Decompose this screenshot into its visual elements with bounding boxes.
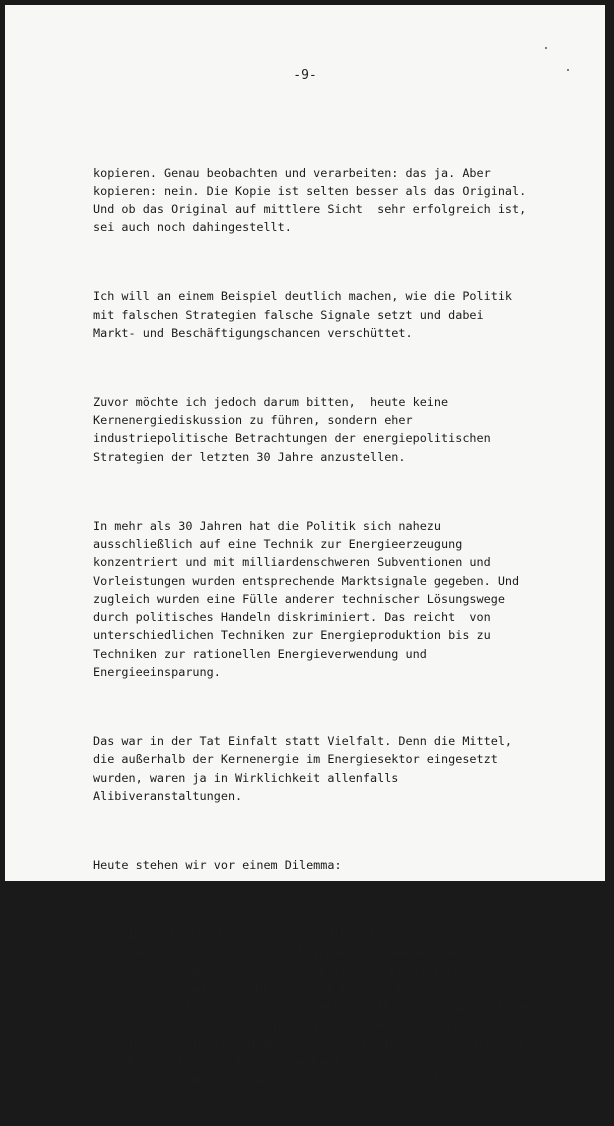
paragraph-5: Das war in der Tat Einfalt statt Vielfalt. Denn die Mittel, die außerhalb der Kernenergie im Energiesektor eingesetzt wurden, waren ja in Wirklichkeit allenfalls Alibiveranstaltungen. bbox=[93, 733, 513, 803]
list-item-number: 1. bbox=[93, 926, 108, 941]
document-page bbox=[5, 5, 605, 1087]
page-number: -9- bbox=[293, 68, 317, 83]
paragraph-4: In mehr als 30 Jahren hat die Politik sich nahezu ausschließlich auf eine Technik zur Energieerzeugung konzentriert und mit milliardenschweren Subventionen und Vorleistungen wurden entsprechende Marktsignale gegeben. Und zugleich wurden eine Fülle anderer technischer Lösungswege durch politisches Handeln diskriminiert. Das reicht von unterschiedlichen Techniken zur Energieproduktion bis zu Techniken zur rationellen Energieverwendung und Energieeinsparung. bbox=[93, 518, 520, 680]
list-item-text: In Teilbereichen macht sich diese Industrienation lächerlich. Während zum Beispiel in Dänemark und in den USA etliche tausend Menschen mit der Produktion von Windkraftanlagen ihr Geschäft machen, baut die wirtschaftlich starke Bundesrepublik Deutschland mit den Mitteln des Bundesministeriums für Forschung und Technologie eine Modellanlage. Mit einer Veränderung der Baugesetze und der Stromankaufspreise der Energ- ieversorgungsunternehmen wäre industriepolitisch für bbox=[127, 926, 532, 1087]
paragraph-2: Ich will an einem Beispiel deutlich machen, wie die Politik mit falschen Strategien falsche Signale setzt und dabei Markt- und Beschäftigungschancen verschüttet. bbox=[93, 289, 513, 340]
paragraph-1: kopieren. Genau beobachten und verarbeiten: das ja. Aber kopieren: nein. Die Kopie ist selten besser als das Original. Und ob das Original auf mittlere Sicht sehr erfolgreich ist, sei auch noch dahingestellt. bbox=[93, 165, 527, 235]
scan-speck bbox=[567, 69, 569, 71]
document-body bbox=[93, 127, 533, 1126]
paragraph-3: Zuvor möchte ich jedoch darum bitten, heute keine Kernenergiediskussion zu führen, sondern eher industriepolitische Betrachtungen der energiepolitischen Strategien der letzten 30 Jahre anzustellen. bbox=[93, 394, 491, 464]
list-item bbox=[93, 925, 533, 1090]
paragraph-6: Heute stehen wir vor einem Dilemma: bbox=[93, 857, 342, 872]
scan-speck bbox=[545, 47, 547, 49]
